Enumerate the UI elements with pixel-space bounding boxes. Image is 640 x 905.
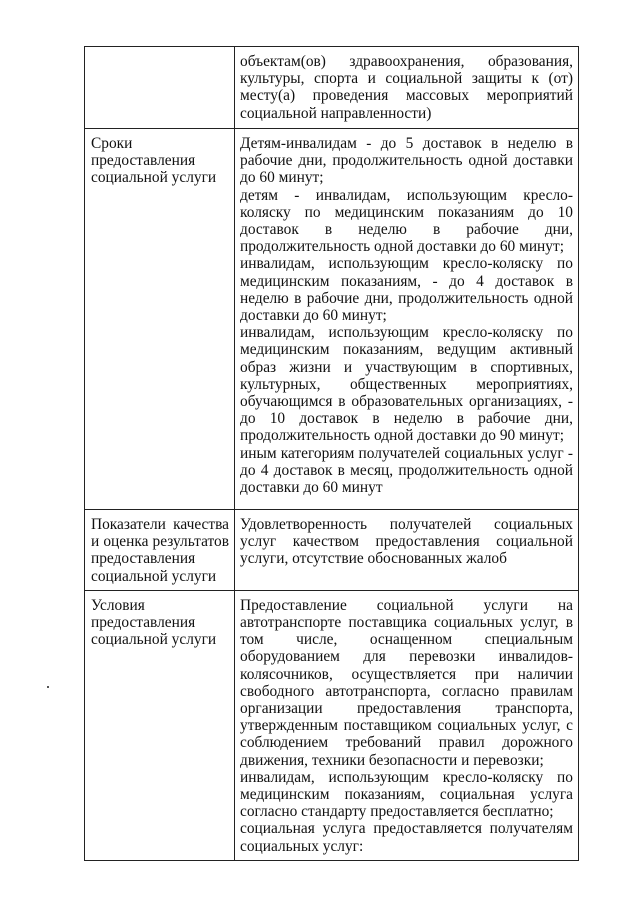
content-paragraph: Удовлетворенность получателей социальных услуг качеством предоставления социальной услуги, отсутствие обоснованных жалоб <box>240 516 573 568</box>
table-row <box>85 510 579 591</box>
row-label-cell <box>85 590 235 860</box>
service-standard-table <box>84 46 579 861</box>
content-paragraph: Предоставление социальной услуги на автотранспорте поставщика социальных услуг, в том числе, оснащенном специальным оборудованием для перевозки инвалидов-колясочников, осуществляется при наличии свободного автотранспорта, согласно правилам организации предоставления транспорта, утвержденным поставщиком социальных услуг, с соблюдением требований правил дорожного движения, техники безопасности и перевозки; <box>240 596 573 769</box>
content-paragraph: Детям-инвалидам - до 5 доставок в неделю в рабочие дни, продолжительность одной доставки до 60 минут; <box>240 135 573 187</box>
row-label-cell <box>85 510 235 591</box>
content-paragraph: инвалидам, использующим кресло-коляску по медицинским показаниям, - до 4 доставок в неделю в рабочие дни, продолжительность одной доставки до 60 минут; <box>240 255 573 325</box>
row-label: Сроки предоставления социальной услуги <box>91 135 217 187</box>
content-paragraph: инвалидам, использующим кресло-коляску по медицинским показаниям, ведущим активный образ жизни и участвующим в спортивных, культурных, общественных мероприятиях, обучающимся в образовательных организациях, - до 10 доставок в неделю в рабочие дни, продолжительность одной доставки до 90 минут; <box>240 324 573 445</box>
row-label: Показатели качества и оценка результатов предоставления социальной услуги <box>91 516 229 585</box>
content-paragraph: иным категориям получателей социальных услуг - до 4 доставок в месяц, продолжительность одной доставки до 60 минут <box>240 444 573 497</box>
row-label: Условия предоставления социальной услуги <box>91 596 217 649</box>
table-row <box>85 47 579 129</box>
row-label-cell <box>85 47 235 129</box>
table-row <box>85 129 579 510</box>
table-row <box>85 590 579 860</box>
row-content-cell <box>235 510 579 591</box>
row-content-cell <box>235 590 579 860</box>
row-label-cell <box>85 129 235 510</box>
content-paragraph: социальная услуга предоставляется получателям социальных услуг: <box>240 820 573 855</box>
row-content-cell <box>235 47 579 129</box>
scan-speck <box>47 686 49 688</box>
content-paragraph: инвалидам, использующим кресло-коляску по медицинским показаниям, социальная услуга согласно стандарту предоставляется бесплатно; <box>240 768 573 821</box>
row-content-cell <box>235 129 579 510</box>
content-paragraph: детям - инвалидам, использующим кресло-коляску по медицинским показаниям до 10 доставок в неделю в рабочие дни, продолжительность одной доставки до 60 минут; <box>240 186 573 256</box>
content-paragraph: объектам(ов) здравоохранения, образования, культуры, спорта и социальной защиты к (от) месту(а) проведения массовых мероприятий социальной направленности) <box>240 53 573 122</box>
